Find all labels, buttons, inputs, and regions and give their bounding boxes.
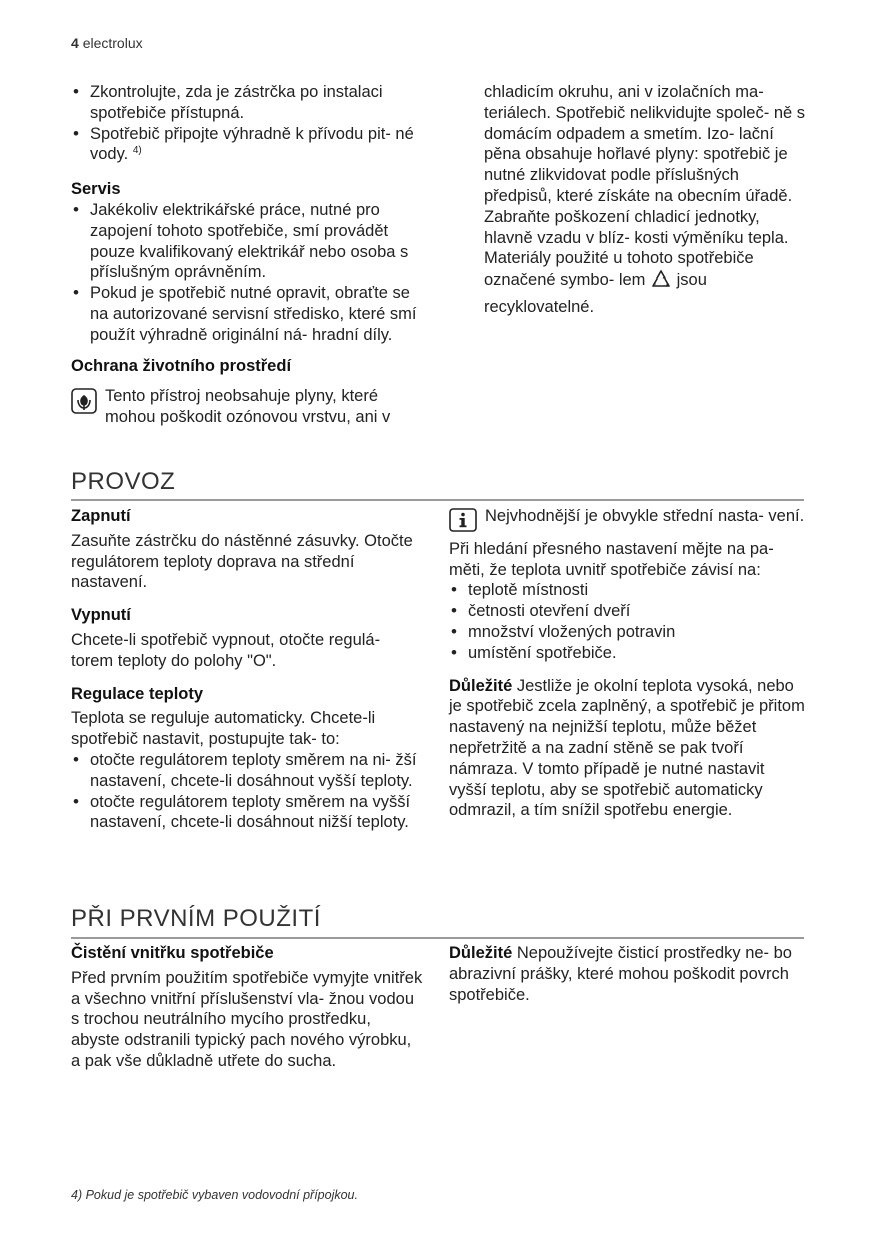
dulezite-text: Nepoužívejte čisticí prostředky ne- bo abrazivní prášky, které mohou poškodit povrch spotřebiče. <box>449 944 792 1004</box>
factors-list <box>449 580 805 663</box>
recycle-icon <box>650 269 672 297</box>
footnote-ref: 4) <box>132 145 142 157</box>
first-use-left-column <box>71 943 423 1072</box>
cisteni-heading: Čistění vnitřku spotřebiče <box>71 944 274 962</box>
list-item: • teplotě místnosti <box>449 580 805 601</box>
list-item: • Jakékoliv elektrikářské práce, nutné pro zapojení tohoto spotřebiče, smí provádět pouze kvalifikovaný elektrikář nebo osoba s příslušným oprávněním. <box>71 200 423 283</box>
provoz-title: PROVOZ <box>71 468 176 495</box>
environment-heading: Ochrana životního prostředí <box>71 356 292 375</box>
brand-name: electrolux <box>82 35 143 51</box>
environment-note <box>71 386 423 428</box>
first-use-dulezite-note <box>449 943 805 1005</box>
installation-list <box>71 82 423 165</box>
zapnuti-text: Zasuňte zástrčku do nástěnné zásuvky. Otočte regulátorem teploty doprava na střední nastavení. <box>71 531 413 592</box>
list-item: • Zkontrolujte, zda je zástrčka po instalaci spotřebiče přístupná. <box>71 82 423 124</box>
provoz-left-column <box>71 506 423 833</box>
list-item: • otočte regulátorem teploty směrem na ni- žší nastavení, chcete-li dosáhnout vyšší teploty. <box>71 750 423 792</box>
page-number: 4 <box>71 35 79 51</box>
dulezite-label: Důležité <box>449 944 513 962</box>
list-item: • množství vložených potravin <box>449 622 805 643</box>
first-use-right-column <box>449 943 805 1005</box>
cisteni-text: Před prvním použitím spotřebiče vymyjte vnitřek a všechno vnitřní příslušenství vla- žnou vodou s trochou neutrálního mycího prostředku, abyste odstranili typický pach nového výrobku, a pak vše důkladně utřete do sucha. <box>71 968 423 1070</box>
vypnuti-text: Chcete-li spotřebič vypnout, otočte regulá- torem teploty do polohy "O". <box>71 630 381 670</box>
environment-text: Tento přístroj neobsahuje plyny, které mohou poškodit ozónovou vrstvu, ani v <box>105 387 391 427</box>
environment-icon <box>71 388 97 420</box>
first-use-title: PŘI PRVNÍM POUŽITÍ <box>71 905 321 932</box>
info-note <box>449 506 805 527</box>
page-header <box>71 35 143 51</box>
list-item: • Pokud je spotřebič nutné opravit, obraťte se na autorizované servisní středisko, které smí použít výhradně originální ná- hradní díly. <box>71 283 423 345</box>
footnote: 4) Pokud je spotřebič vybaven vodovodní přípojkou. <box>71 1188 358 1202</box>
hledani-text: Při hledání přesného nastavení mějte na pa- měti, že teplota uvnitř spotřebiče závisí na: <box>449 539 774 579</box>
list-item: • umístění spotřebiče. <box>449 643 805 664</box>
provoz-right-column <box>449 506 805 821</box>
section-divider <box>71 937 804 939</box>
regulace-heading: Regulace teploty <box>71 684 204 703</box>
dulezite-label: Důležité <box>449 676 513 695</box>
dulezite-text: Jestliže je okolní teplota vysoká, nebo je spotřebič zcela zaplněný, a spotřebič je přitom nastavený na nejnižší teplotu, může běžet nepřetržitě a na zadní stěně se pak tvoří námraza. V tomto případě je nutné nastavit vyšší teplotu, aby se spotřebič automaticky odmrazil, a tím snížil spotřebu energie. <box>449 676 805 820</box>
vypnuti-heading: Vypnutí <box>71 606 131 625</box>
zapnuti-heading: Zapnutí <box>71 507 131 525</box>
regulace-text: Teplota se reguluje automaticky. Chcete-li spotřebič nastavit, postupujte tak- to: <box>71 709 376 749</box>
top-right-column <box>484 82 806 318</box>
section-divider <box>71 499 804 501</box>
info-text: Nejvhodnější je obvykle střední nasta- vení. <box>485 507 805 525</box>
info-icon <box>449 508 477 538</box>
dulezite-note <box>449 676 805 822</box>
list-item: • Spotřebič připojte výhradně k přívodu pit- né vody. $^{4)}$ <box>71 124 423 166</box>
regulace-list <box>71 750 423 833</box>
list-item: • otočte regulátorem teploty směrem na vyšší nastavení, chcete-li dosáhnout nižší teploty. <box>71 792 423 834</box>
list-item: • četnosti otevření dveří <box>449 601 805 622</box>
top-left-column <box>71 82 423 428</box>
recycling-text: chladicím okruhu, ani v izolačních ma- teriálech. Spotřebič nelikvidujte společ- ně s domácím odpadem a smetím. Izo- lační pěna obsahuje hořlavé plyny: spotřebič je nutné zlikvidovat podle příslušných předpisů, které získáte na obecním úřadě. Zabraňte poškození chladicí jednotky, hlavně vzadu v blíz- kosti výměníku tepla. Materiály použité u tohoto spotřebiče označené symbo- lem jsou recyklovatelné. <box>484 83 806 316</box>
servis-list <box>71 200 423 346</box>
servis-heading: Servis <box>71 180 121 199</box>
